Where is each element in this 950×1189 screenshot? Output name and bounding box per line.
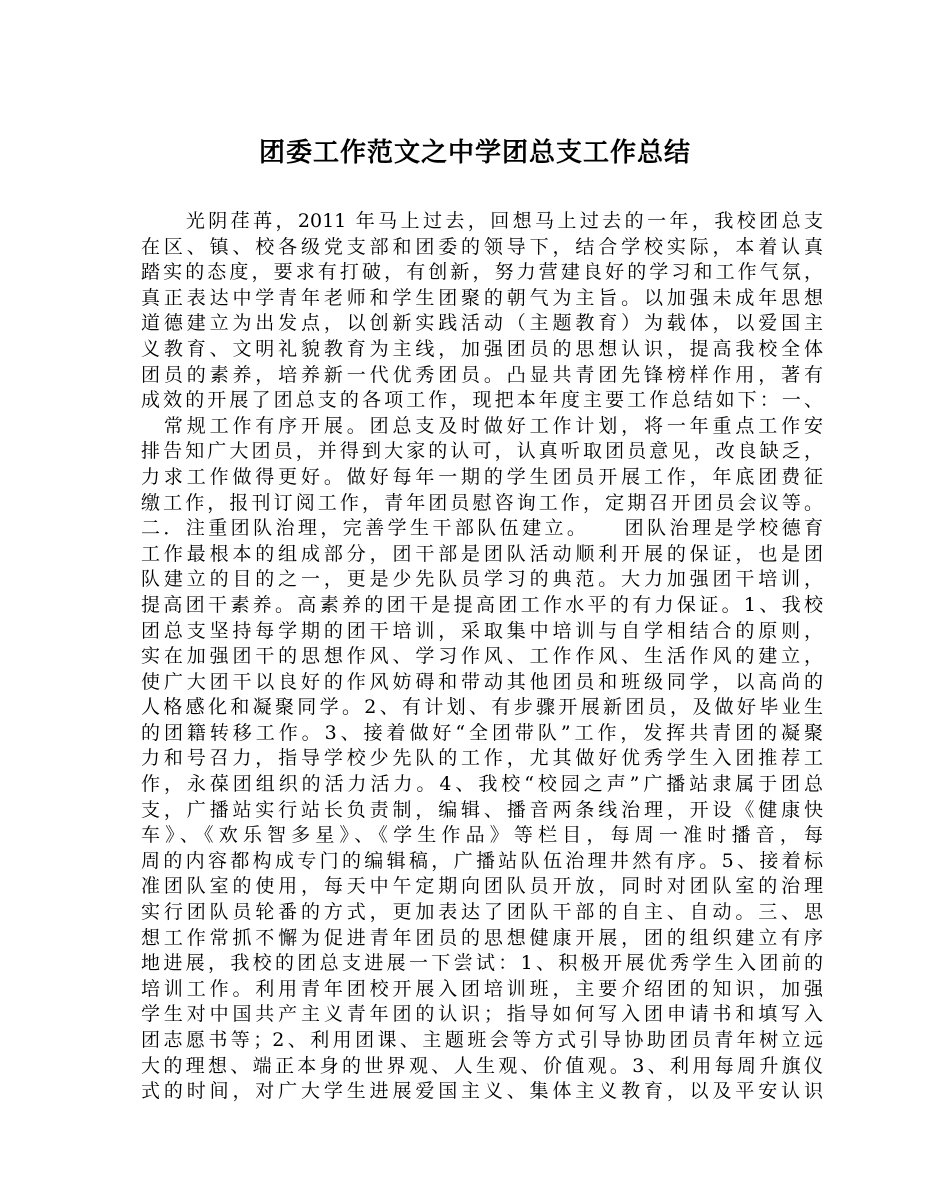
body-text-line: 踏实的态度，要求有打破，有创新，努力营建良好的学习和工作气氛，	[141, 261, 823, 284]
body-text-line: 提高团干素养。高素养的团干是提高团工作水平的有力保证。1、我校	[141, 593, 823, 616]
body-text-line: 真正表达中学青年老师和学生团聚的朝气为主旨。以加强未成年思想	[141, 286, 823, 309]
body-text-line: 周的内容都构成专门的编辑稿，广播站队伍治理井然有序。5、接着标	[141, 849, 823, 872]
body-text-line: 光阴荏苒，2011 年马上过去，回想马上过去的一年，我校团总支	[141, 210, 823, 232]
body-text-line: 团总支坚持每学期的团干培训，采取集中培训与自学相结合的原则，	[141, 619, 823, 642]
body-text-line: 队建立的目的之一，更是少先队员学习的典范。大力加强团干培训，	[141, 568, 823, 591]
body-text-line: 团志愿书等；2、利用团课、主题班会等方式引导协助团员青年树立远	[141, 1029, 823, 1051]
body-text-line: 支，广播站实行站长负责制，编辑、播音两条线治理，开设《健康快	[141, 798, 823, 821]
body-text-line: 培训工作。利用青年团校开展入团培训班，主要介绍团的知识，加强	[141, 977, 823, 1000]
body-text-line: 准团队室的使用，每天中午定期向团队员开放，同时对团队室的治理	[141, 875, 823, 898]
body-text-line: 作，永葆团组织的活力活力。4、我校“校园之声”广播站隶属于团总	[141, 773, 823, 796]
body-text-line: 地进展，我校的团总支进展一下尝试：1、积极开展优秀学生入团前的	[141, 952, 823, 975]
body-text-line: 式的时间，对广大学生进展爱国主义、集体主义教育，以及平安认识	[141, 1080, 823, 1103]
body-text-line: 排告知广大团员，并得到大家的认可，认真听取团员意见，改良缺乏，	[141, 440, 823, 463]
body-text-line: 学生对中国共产主义青年团的认识；指导如何写入团申请书和填写入	[141, 1003, 823, 1026]
body-text-line: 的团籍转移工作。3、接着做好“全团带队”工作，发挥共青团的凝聚	[141, 721, 823, 744]
body-text-line: 人格感化和凝聚同学。2、有计划、有步骤开展新团员，及做好毕业生	[141, 696, 823, 719]
body-text-line: 成效的开展了团总支的各项工作，现把本年度主要工作总结如下：一、	[141, 389, 823, 412]
body-text-line: 想工作常抓不懈为促进青年团员的思想健康开展，团的组织建立有序	[141, 926, 823, 949]
body-text-line: 道德建立为出发点，以创新实践活动（主题教育）为载体，以爱国主	[141, 312, 823, 335]
body-text-line: 车》、《欢乐智多星》、《学生作品》等栏目，每周一准时播音，每	[141, 824, 823, 847]
body-text-line: 二．注重团队治理，完善学生干部队伍建立。 团队治理是学校德育	[141, 517, 823, 540]
body-text-line: 力和号召力，指导学校少先队的工作，尤其做好优秀学生入团推荐工	[141, 747, 823, 770]
document-title: 团委工作范文之中学团总支工作总结	[258, 138, 691, 168]
body-text-line: 实行团队员轮番的方式，更加表达了团队干部的自主、自动。三、思	[141, 901, 823, 924]
body-text-line: 大的理想、端正本身的世界观、人生观、价值观。3、利用每周升旗仪	[141, 1054, 823, 1077]
body-text-line: 团员的素养，培养新一代优秀团员。凸显共青团先锋榜样作用，著有	[141, 363, 823, 386]
body-text-line: 力求工作做得更好。做好每年一期的学生团员开展工作，年底团费征	[141, 465, 823, 488]
body-text-line: 常规工作有序开展。团总支及时做好工作计划，将一年重点工作安	[141, 414, 823, 437]
body-text-line: 在区、镇、校各级党支部和团委的领导下，结合学校实际，本着认真	[141, 235, 823, 258]
body-text-line: 实在加强团干的思想作风、学习作风、工作作风、生活作风的建立，	[141, 645, 823, 668]
body-text-line: 缴工作，报刊订阅工作，青年团员慰咨询工作，定期召开团员会议等。	[141, 491, 823, 514]
body-text-line: 使广大团干以良好的作风妨碍和带动其他团员和班级同学，以高尚的	[141, 670, 823, 693]
body-text-line: 工作最根本的组成部分，团干部是团队活动顺利开展的保证，也是团	[141, 542, 823, 565]
body-text-line: 义教育、文明礼貌教育为主线，加强团员的思想认识，提高我校全体	[141, 337, 823, 360]
document-body	[141, 209, 823, 1105]
